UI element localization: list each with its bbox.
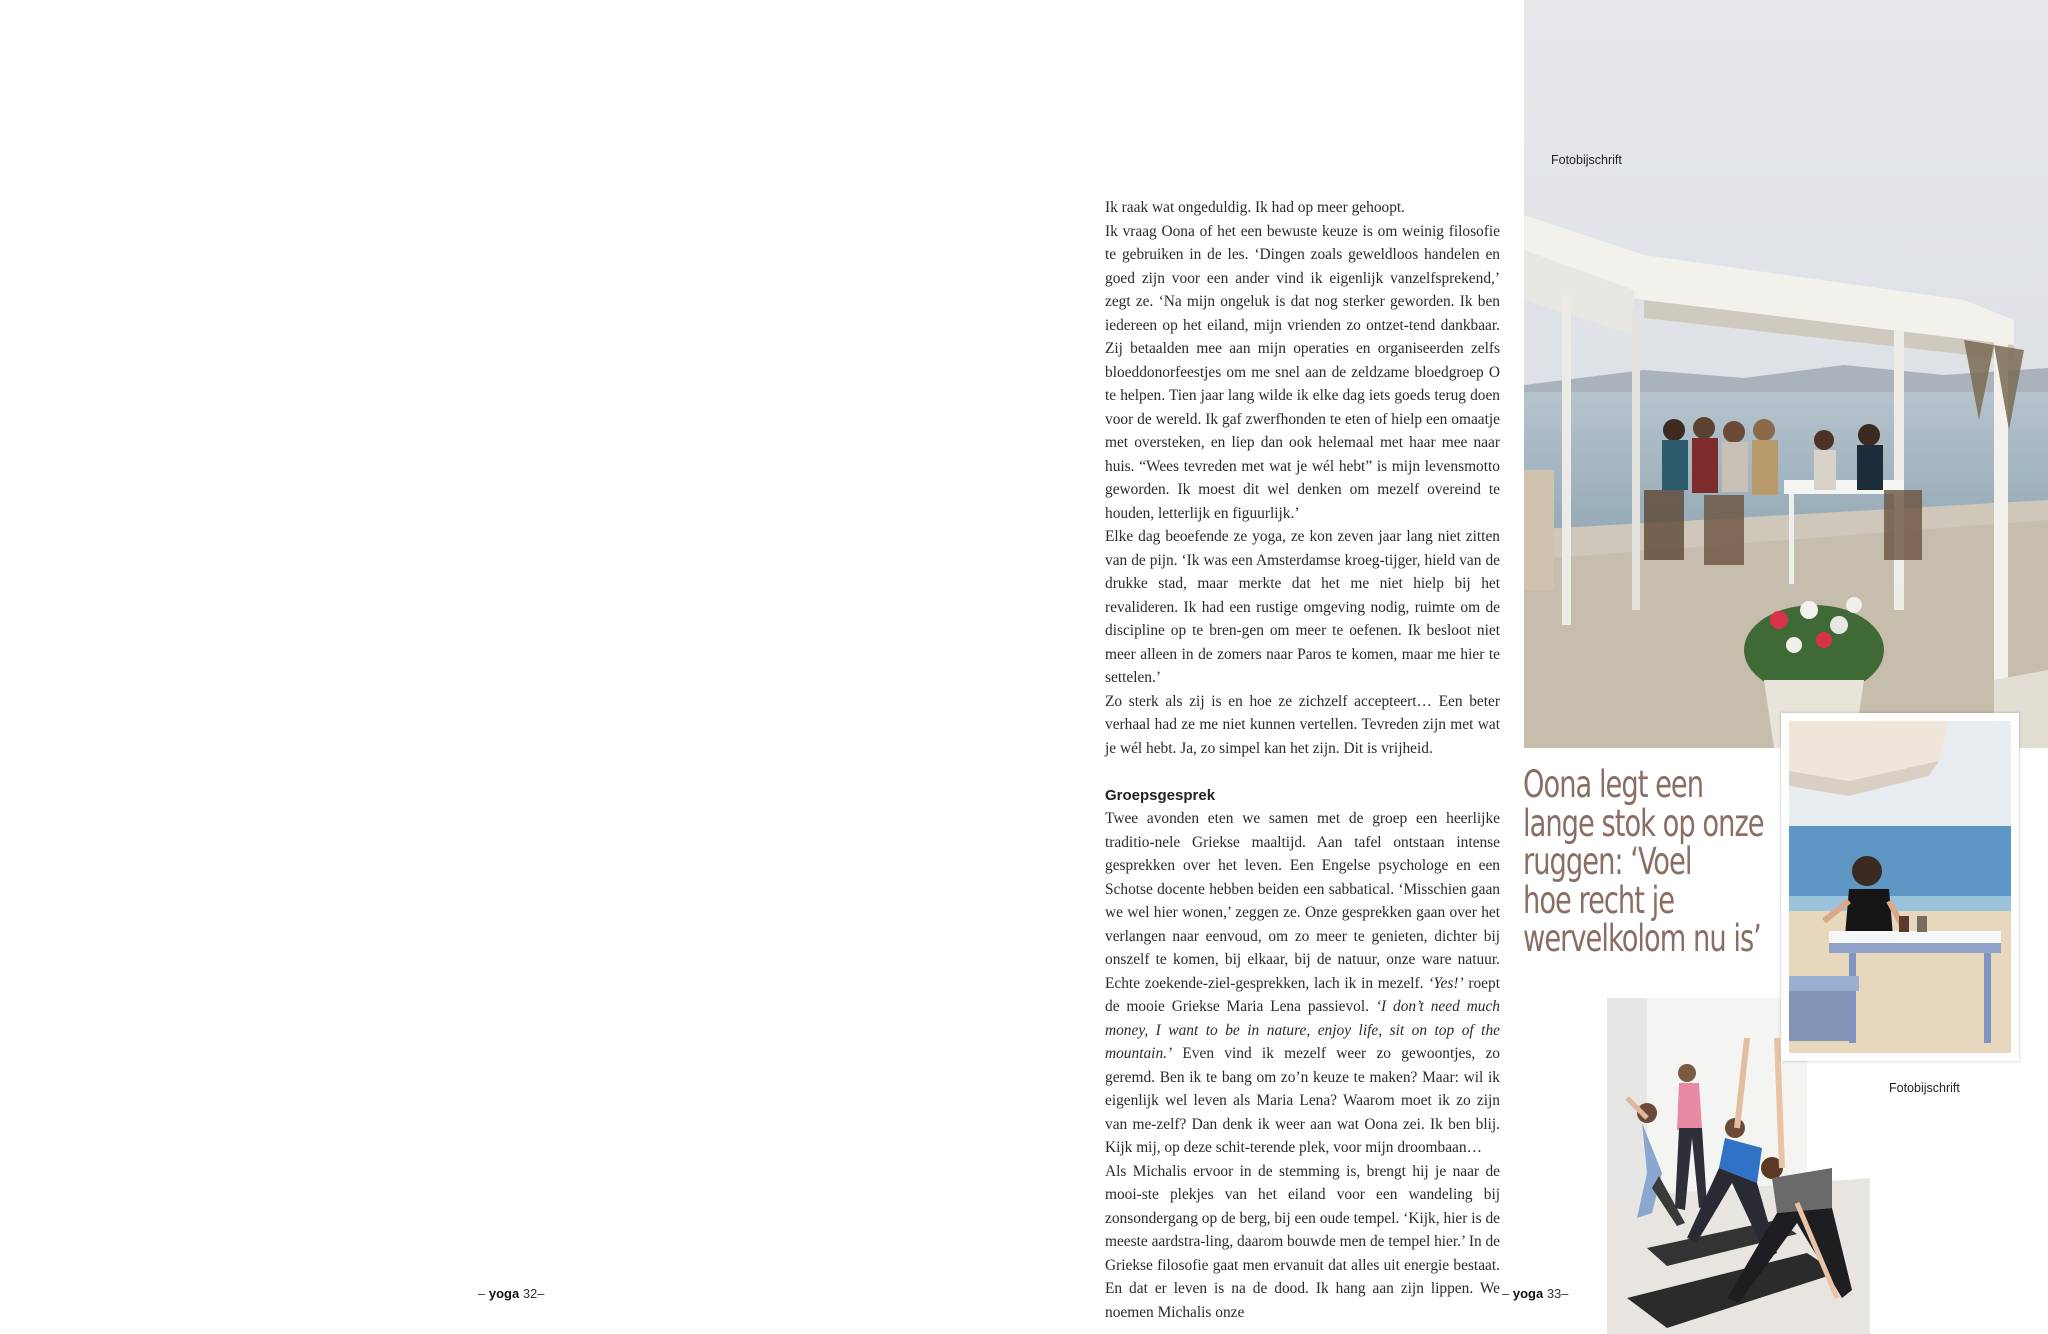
pull-quote-line: Oona legt een [1523, 763, 1704, 806]
section-heading: Groepsgesprek [1105, 786, 1216, 804]
paragraph: Elke dag beoefende ze yoga, ze kon zeven jaar lang niet zitten van de pijn. ‘Ik was een Amsterdamse kroeg-tijger, hield van de drukke stad, maar merkte dat het me niet hielp bij het revalideren. Ik had een rustige omgeving nodig, ruimte om de discipline op te bren-gen om meer te oefenen. Ik besloot niet meer alleen in de zomers naar Paros te komen, maar me hier te settelen.’ [1105, 528, 1500, 686]
folio-dash: – [1502, 1286, 1510, 1301]
pull-quote [1523, 763, 1764, 960]
quote-english: ‘I don’t need much money, I want to be in nature, enjoy life, sit on top of the mountain.’ [1105, 998, 1501, 1062]
paragraph: Ik raak wat ongeduldig. Ik had op meer gehoopt. [1105, 199, 1406, 216]
article-body [1105, 196, 1500, 1324]
folio-page-number: 33 [1546, 1286, 1562, 1301]
paragraph: Zo sterk als zij is en hoe ze zichzelf accepteert… Een beter verhaal had ze me niet kunnen vertellen. Tevreden zijn met wat je wél hebt. Ja, zo simpel kan het zijn. Dit is vrijheid. [1105, 692, 1500, 757]
pull-quote-line: lange stok op onze [1523, 801, 1764, 845]
folio-dash: – [1561, 1286, 1569, 1301]
folio-page-number: 32 [522, 1286, 538, 1301]
pull-quote-line: ruggen: ‘Voel [1523, 840, 1692, 883]
paragraph-text: Twee avonden eten we samen met de groep een heerlijke traditio-nele Griekse maaltijd. Aan tafel ontstaan intense gesprekken over het leven. Een Engelse psychologe en een Schotse docente hebben beiden een sabbatical. ‘Misschien gaan we wel hier wonen,’ zeggen ze. Onze gesprekken gaan over het verlangen naar eenvoud, om zo meer te genieten, dichter bij onszelf te komen, bij elkaar, bij de natuur, onze ware natuur. Echte zoekende-ziel-gesprekken, lach ik in mezelf. [1105, 810, 1500, 992]
folio-brand: yoga [488, 1286, 520, 1301]
taverna-photo [1524, 0, 2048, 748]
paragraph: Ik vraag Oona of het een bewuste keuze is om weinig filosofie te gebruiken in de les. ‘Dingen zoals geweldloos handelen en goed zijn voor een ander vind ik eigenlijk vanzelfsprekend,’ zegt ze. ‘Na mijn ongeluk is dat nog sterker geworden. Ik ben iedereen op het eiland, mijn vrienden zo ontzet-tend dankbaar. Zij betaalden mee aan mijn operaties en organiseerden zelfs bloeddonorfeestjes om me snel aan de zeldzame bloedgroep O te helpen. Tien jaar lang wilde ik elke dag iets goeds terug doen voor de wereld. Ik gaf zwerfhonden te eten of hielp een omaatje met oversteken, en liep dan ook helemaal met haar mee naar huis. “Wees tevreden met wat je wél hebt” is mijn levensmotto geworden. Ik moest dit wel denken om mezelf overeind te houden, letterlijk en figuurlijk.’ [1105, 222, 1500, 522]
folio-dash: – [537, 1286, 545, 1301]
quote-yes: ‘Yes!’ [1428, 974, 1464, 992]
photo-caption-right: Fotobijschrift [1889, 1081, 1960, 1095]
folio-dash: – [478, 1286, 486, 1301]
photo-caption-top: Fotobijschrift [1551, 153, 1622, 167]
folio-brand: yoga [1512, 1286, 1544, 1301]
paragraph-text: roept de mooie Griekse Maria Lena passievol. [1105, 974, 1500, 1015]
folio-left [478, 1286, 545, 1301]
pull-quote-line: hoe recht je [1523, 878, 1675, 922]
paragraph [1105, 807, 1500, 1160]
paragraph: Als Michalis ervoor in de stemming is, brengt hij je naar de mooi-ste plekjes van het eiland voor een wandeling bij zonsondergang op de berg, bij een oude tempel. ‘Kijk, hier is de meeste aardstra-ling, daarom bouwde men de tempel hier.’ In de Griekse filosofie gaat men ervanuit dat alles uit energie bestaat. En dat er leven is na de dood. Ik hang aan zijn lippen. We noemen Michalis onze [1105, 1162, 1501, 1321]
paragraph-text: Even vind ik mezelf weer zo gewoontjes, zo geremd. Ben ik te bang om zo’n keuze te maken? Maar: wil ik eigenlijk wel leven als Maria Lena? Waarom moet ik zo zijn van me-zelf? Dan denk ik weer aan wat Oona zei. Ik ben blij. Kijk mij, op deze schit-terende plek, voor mijn droombaan… [1105, 1045, 1500, 1156]
beach-photo [1789, 721, 2011, 1053]
folio-right [1502, 1286, 1569, 1301]
pull-quote-line: wervelkolom nu is’ [1523, 917, 1761, 960]
